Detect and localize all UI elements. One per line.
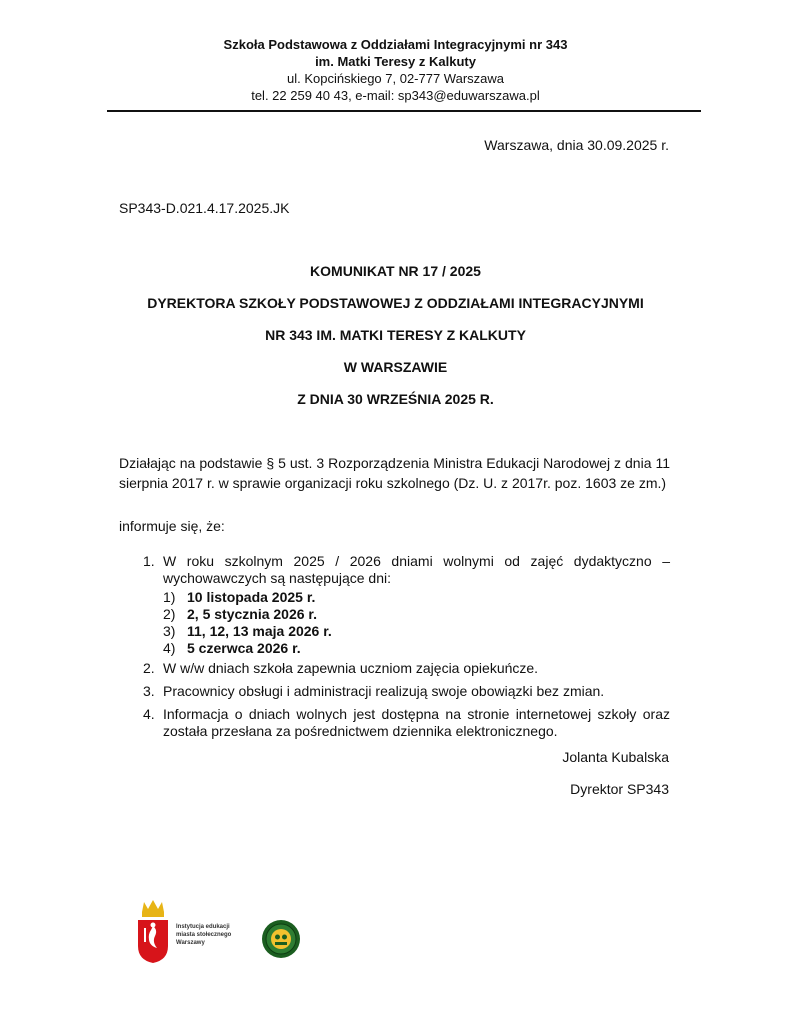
legal-basis-paragraph: Działając na podstawie § 5 ust. 3 Rozporządzenia Ministra Edukacji Narodowej z dnia 11 sierpnia 2017 r. w sprawie organizacji roku szkolnego (Dz. U. z 2017r. poz. 1603 ze zm.) — [119, 455, 670, 491]
announcement-list — [143, 553, 670, 746]
title-line-1: KOMUNIKAT NR 17 / 2025 — [310, 263, 481, 279]
school-patron: im. Matki Teresy z Kalkuty — [315, 54, 476, 69]
letterhead — [0, 36, 791, 104]
day-off-date: 11, 12, 13 maja 2026 r. — [187, 623, 332, 639]
crown-icon — [142, 900, 164, 917]
day-off-date: 2, 5 stycznia 2026 r. — [187, 606, 317, 622]
signature-block — [562, 749, 669, 813]
school-emblem-logo — [261, 919, 301, 959]
reference-number: SP343-D.021.4.17.2025.JK — [119, 200, 290, 216]
day-off-number: 1) — [163, 589, 176, 605]
days-off-list — [163, 589, 670, 657]
title-line-2: DYREKTORA SZKOŁY PODSTAWOWEJ Z ODDZIAŁAMI INTEGRACYJNYMI — [147, 295, 644, 311]
day-off-date: 5 czerwca 2026 r. — [187, 640, 301, 656]
day-off-item — [163, 640, 670, 657]
warsaw-crest-logo — [136, 900, 170, 964]
list-item-number: 3. — [143, 683, 155, 699]
title-line-5: Z DNIA 30 WRZEŚNIA 2025 R. — [297, 391, 494, 407]
informs-line: informuje się, że: — [119, 518, 225, 534]
list-item — [143, 706, 670, 740]
day-off-item — [163, 589, 670, 606]
title-line-3: NR 343 IM. MATKI TERESY Z KALKUTY — [265, 327, 526, 343]
list-item-text: W roku szkolnym 2025 / 2026 dniami wolnymi od zajęć dydaktyczno – wychowawczych są następujące dni: — [163, 553, 670, 586]
day-off-number: 3) — [163, 623, 176, 639]
list-item — [143, 683, 670, 700]
header-divider — [107, 110, 701, 112]
day-off-item — [163, 623, 670, 640]
title-line-4: W WARSZAWIE — [343, 359, 448, 375]
announcement-title — [0, 263, 791, 423]
document-date: Warszawa, dnia 30.09.2025 r. — [484, 137, 669, 153]
list-item-number: 4. — [143, 706, 155, 722]
list-item — [143, 553, 670, 657]
day-off-item — [163, 606, 670, 623]
list-item — [143, 660, 670, 677]
institution-label: Instytucja edukacji miasta stołecznego Warszawy — [176, 924, 232, 946]
day-off-number: 2) — [163, 606, 176, 622]
list-item-number: 2. — [143, 660, 155, 676]
school-address: ul. Kopcińskiego 7, 02-777 Warszawa — [286, 71, 505, 86]
list-item-text: Pracownicy obsługi i administracji realizują swoje obowiązki bez zmian. — [163, 683, 605, 699]
list-item-text: Informacja o dniach wolnych jest dostępna na stronie internetowej szkoły oraz została przesłana za pośrednictwem dziennika elektronicznego. — [163, 706, 670, 739]
school-contact: tel. 22 259 40 43, e-mail: sp343@eduwarszawa.pl — [251, 88, 540, 103]
signatory-name: Jolanta Kubalska — [562, 749, 669, 765]
day-off-date: 10 listopada 2025 r. — [187, 589, 316, 605]
signatory-role: Dyrektor SP343 — [570, 781, 669, 797]
list-item-text: W w/w dniach szkoła zapewnia uczniom zajęcia opiekuńcze. — [163, 660, 539, 676]
day-off-number: 4) — [163, 640, 176, 656]
school-name: Szkoła Podstawowa z Oddziałami Integracyjnymi nr 343 — [223, 37, 568, 52]
list-item-number: 1. — [143, 553, 155, 569]
